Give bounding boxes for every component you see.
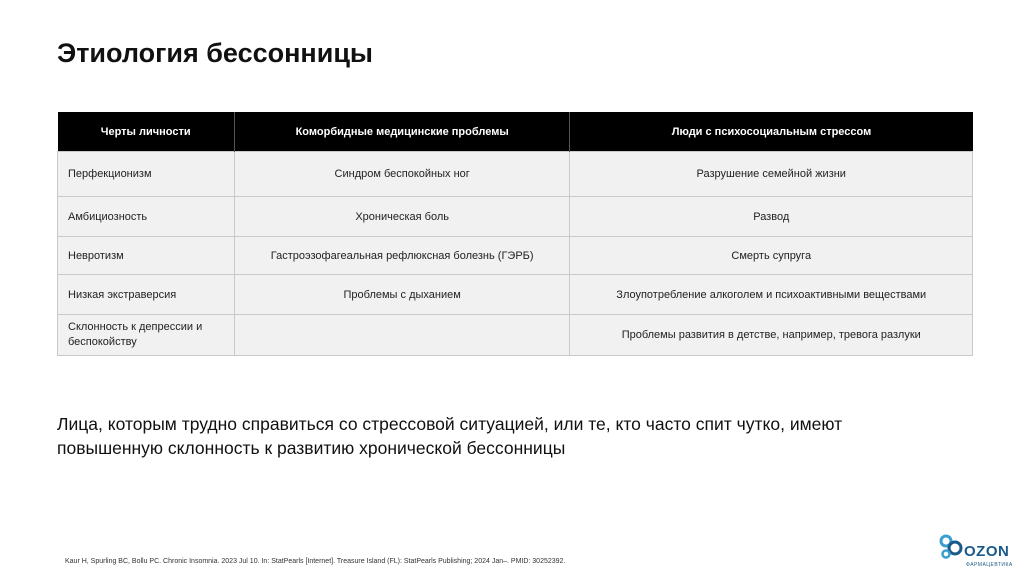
table-row [58, 315, 973, 356]
table-cell: Развод [570, 197, 973, 237]
header-comorbid-problems: Коморбидные медицинские проблемы [234, 112, 570, 152]
table-row [58, 197, 973, 237]
table-cell: Синдром беспокойных ног [234, 152, 570, 197]
table-row [58, 152, 973, 197]
slide-title: Этиология бессонницы [57, 38, 373, 68]
header-psychosocial-stress: Люди с психосоциальным стрессом [570, 112, 973, 152]
etiology-table [57, 112, 973, 356]
conclusion-text: Лица, которым трудно справиться со стрессовой ситуацией, или те, кто часто спит чутко, имеют повышенную склонность к развитию хронической бессонницы [57, 414, 843, 458]
logo-subtext: ФАРМАЦЕВТИКА [966, 562, 1013, 568]
table-header-row [58, 112, 973, 152]
table-cell: Проблемы с дыханием [234, 275, 570, 315]
logo-wordmark: OZON [964, 543, 1010, 560]
table-cell: Низкая экстраверсия [58, 275, 235, 315]
table-cell: Невротизм [58, 237, 235, 275]
table-cell: Разрушение семейной жизни [570, 152, 973, 197]
table-cell: Склонность к депрессии и беспокойству [58, 315, 235, 356]
header-personality-traits: Черты личности [58, 112, 235, 152]
table-cell: Злоупотребление алкоголем и психоактивными веществами [570, 275, 973, 315]
table-cell [234, 315, 570, 356]
reference-footnote: Kaur H, Spurling BC, Bollu PC. Chronic Insomnia. 2023 Jul 10. In: StatPearls [Internet]. Treasure Island (FL): StatPearls Publishing; 2024 Jan–. PMID: 30252392. [65, 558, 566, 565]
table-row [58, 275, 973, 315]
table-cell: Хроническая боль [234, 197, 570, 237]
table-cell: Гастроэзофагеальная рефлюксная болезнь (ГЭРБ) [234, 237, 570, 275]
table-cell: Проблемы развития в детстве, например, тревога разлуки [570, 315, 973, 356]
table-cell: Смерть супруга [570, 237, 973, 275]
table-cell: Перфекционизм [58, 152, 235, 197]
table-cell: Амбициозность [58, 197, 235, 237]
table-row [58, 237, 973, 275]
